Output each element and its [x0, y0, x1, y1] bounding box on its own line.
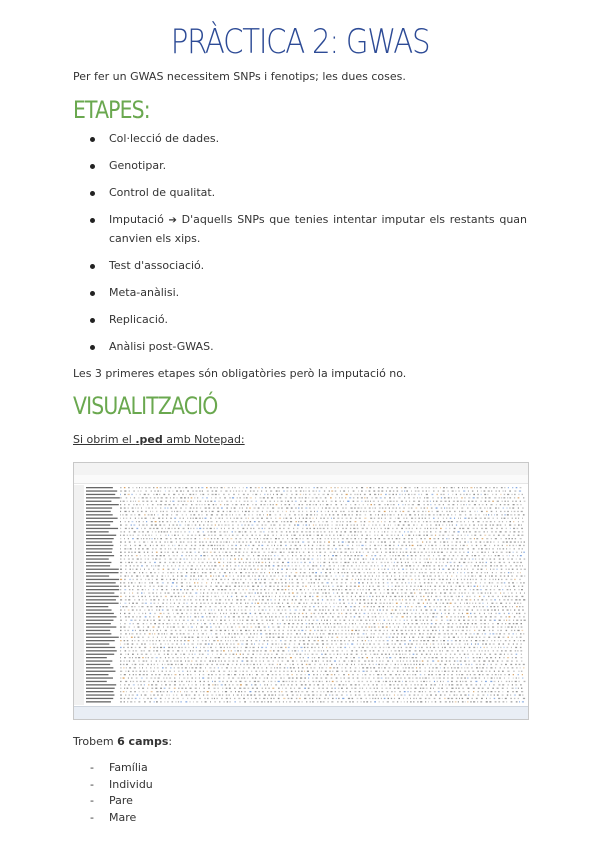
bullet-icon: [90, 291, 95, 296]
intro-paragraph: Per fer un GWAS necessitem SNPs i fenotips; les dues coses.: [73, 70, 406, 83]
list-item: Control de qualitat.: [73, 184, 527, 202]
list-item: Imputació ➔ D'aquells SNPs que tenies intentar imputar els restants quan canvien els xips.: [73, 211, 527, 248]
visualitzacio-heading: VISUALITZACIÓ: [73, 392, 218, 420]
etapes-heading: ETAPES:: [73, 96, 150, 124]
etapes-note: Les 3 primeres etapes són obligatòries però la imputació no.: [73, 367, 407, 380]
bullet-icon: [90, 264, 95, 269]
etapes-list: [73, 130, 527, 365]
list-item: Anàlisi post-GWAS.: [73, 338, 527, 356]
bullet-icon: [90, 164, 95, 169]
list-item: - Família: [90, 761, 148, 774]
bullet-icon: [90, 191, 95, 196]
notepad-caption: Si obrim el .ped amb Notepad:: [73, 433, 245, 446]
camps-list: [73, 760, 153, 826]
list-item: Genotipar.: [73, 157, 527, 175]
list-item: Test d'associació.: [73, 257, 527, 275]
list-item: - Mare: [90, 810, 137, 824]
camps-intro: Trobem 6 camps:: [73, 735, 173, 748]
list-item: Col·lecció de dades.: [73, 130, 527, 148]
ped-file-content-image: [74, 463, 528, 719]
bullet-icon: [90, 137, 95, 142]
list-item: - Individu: [90, 777, 153, 791]
bullet-icon: [90, 345, 95, 350]
list-item: - Pare: [90, 794, 133, 807]
arrow-icon: ➔: [168, 215, 177, 226]
list-item: Replicació.: [73, 311, 527, 329]
notepad-screenshot-image: [73, 462, 529, 720]
page-title: PRÀCTICA 2: GWAS: [170, 22, 430, 62]
screenshot-taskbar: [74, 706, 528, 719]
bullet-icon: [90, 218, 95, 223]
bullet-icon: [90, 318, 95, 323]
list-item: Meta-anàlisi.: [73, 284, 527, 302]
